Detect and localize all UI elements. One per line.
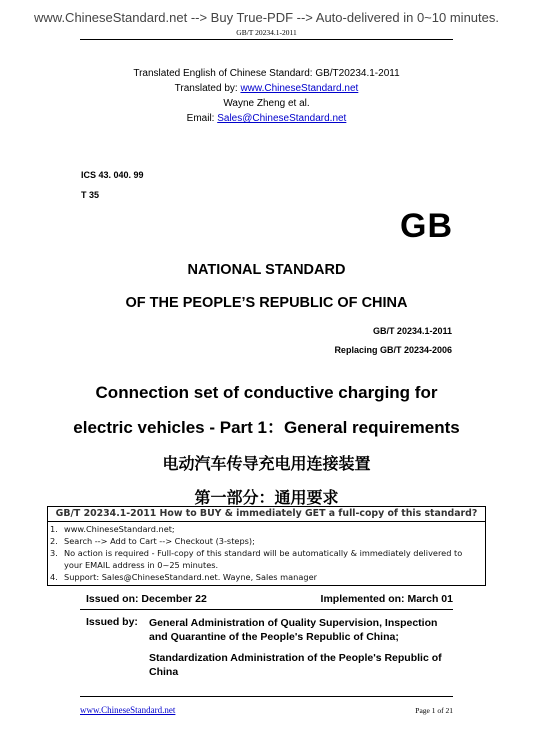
- footer-divider: [80, 696, 453, 697]
- buy-box-heading: GB/T 20234.1-2011 How to BUY & immediately GET a full-copy of this standard?: [55, 508, 478, 519]
- translation-author: Wayne Zheng et al.: [223, 98, 310, 109]
- email-link[interactable]: Sales@ChineseStandard.net: [217, 113, 347, 124]
- issuer-aqsiq: General Administration of Quality Supervision, Inspection and Quarantine of the People's Republic of China;: [149, 617, 438, 643]
- buy-box-divider: [48, 521, 485, 522]
- gb-logo: GB: [400, 207, 453, 245]
- national-standard-heading: NATIONAL STANDARD: [187, 262, 346, 278]
- standard-number: GB/T 20234.1-2011: [372, 326, 452, 336]
- translation-title: Translated English of Chinese Standard: GB/T20234.1-2011: [133, 68, 400, 79]
- translated-by: Translated by: www.ChineseStandard.net: [174, 83, 359, 94]
- issue-divider: [80, 609, 453, 610]
- implemented-on: Implemented on: March 01: [320, 593, 453, 605]
- national-standard-subheading: OF THE PEOPLE’S REPUBLIC OF CHINA: [125, 295, 408, 311]
- header-doc-code: GB/T 20234.1-2011: [236, 28, 297, 37]
- buy-instructions-box: [47, 506, 486, 586]
- list-item: 1. www.ChineseStandard.net;: [50, 524, 175, 534]
- header-divider: [80, 39, 453, 40]
- translation-email: Email: Sales@ChineseStandard.net: [186, 113, 347, 124]
- title-en-line-1: Connection set of conductive charging for: [95, 383, 438, 402]
- title-cn-line-2: 第一部分：通用要求: [194, 488, 339, 507]
- list-item: 3. No action is required - Full-copy of this standard will be automatically & immediately delivered to: [50, 548, 463, 558]
- replacing-standard: Replacing GB/T 20234-2006: [334, 345, 452, 355]
- issued-by-label: Issued by:: [86, 616, 138, 628]
- page-number: Page 1 of 21: [415, 706, 453, 715]
- translation-info: [0, 66, 533, 126]
- issuer-sac: Standardization Administration of the People's Republic of China: [149, 652, 442, 678]
- top-banner: www.ChineseStandard.net --> Buy True-PDF --> Auto-delivered in 0~10 minutes.: [34, 10, 499, 25]
- list-item: your EMAIL address in 0~25 minutes.: [64, 560, 219, 570]
- footer-link[interactable]: www.ChineseStandard.net: [80, 705, 176, 715]
- t-number: T 35: [81, 190, 100, 200]
- ics-code: ICS 43. 040. 99: [81, 170, 144, 180]
- list-item: 2. Search --> Add to Cart --> Checkout (3-steps);: [50, 536, 255, 546]
- translator-link[interactable]: www.ChineseStandard.net: [240, 83, 359, 94]
- title-en-line-2: electric vehicles - Part 1：General requirements: [73, 418, 460, 437]
- title-cn-line-1: 电动汽车传导充电用连接装置: [162, 454, 371, 473]
- issued-on: Issued on: December 22: [86, 593, 207, 605]
- list-item: 4. Support: Sales@ChineseStandard.net. Wayne, Sales manager: [50, 572, 317, 582]
